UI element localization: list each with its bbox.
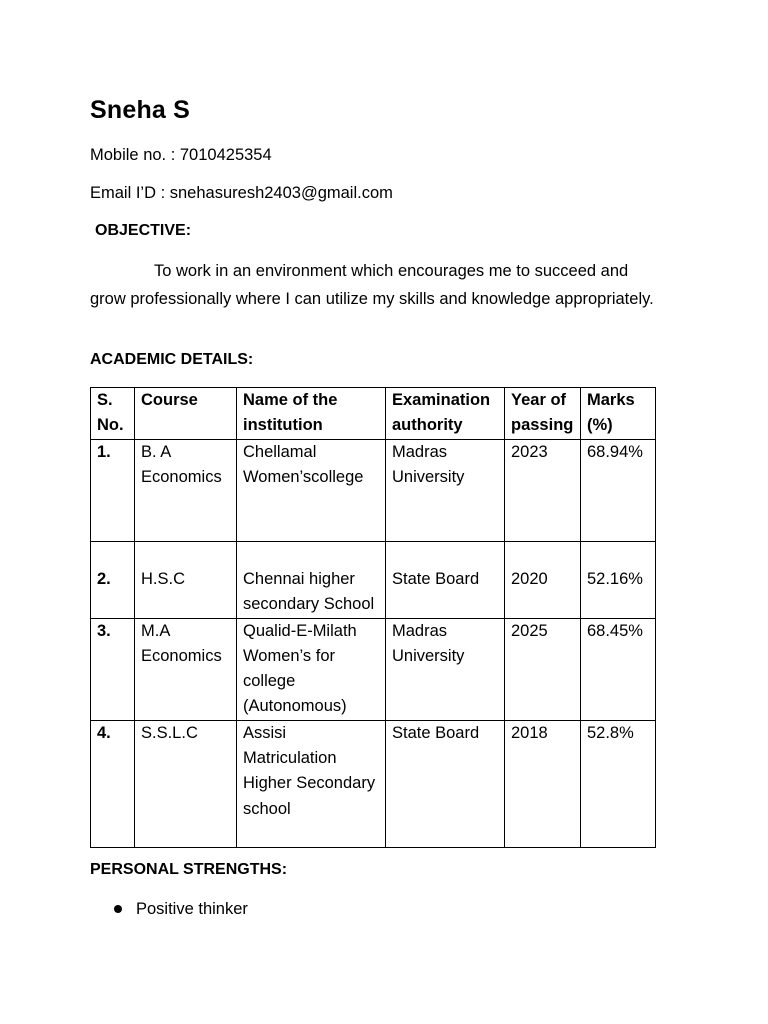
- objective-heading: OBJECTIVE:: [95, 222, 192, 239]
- cell-year: 2018: [505, 720, 581, 847]
- header-sno: S. No.: [91, 388, 135, 440]
- list-item: [90, 897, 248, 921]
- cell-course-text: H.S.C: [141, 569, 186, 588]
- cell-marks: [581, 541, 656, 618]
- header-course: Course: [135, 388, 237, 440]
- cell-institution: Qualid-E-Milath Women’s for college (Autonomous): [237, 618, 386, 720]
- cell-course: M.A Economics: [135, 618, 237, 720]
- cell-authority-text: State Board: [392, 569, 480, 588]
- cell-year: 2025: [505, 618, 581, 720]
- cell-sno: 1.: [91, 439, 135, 541]
- header-year: Year of passing: [505, 388, 581, 440]
- cell-sno: 4.: [91, 720, 135, 847]
- email-address: Email I’D : snehasuresh2403@gmail.com: [90, 184, 393, 202]
- table-row: [91, 439, 656, 541]
- academic-details-table: [90, 387, 656, 848]
- cell-marks: 68.45%: [581, 618, 656, 720]
- cell-year: 2023: [505, 439, 581, 541]
- header-authority: Examination authority: [386, 388, 505, 440]
- cell-institution: [237, 541, 386, 618]
- strength-text: Positive thinker: [136, 900, 248, 918]
- cell-marks: 52.8%: [581, 720, 656, 847]
- cell-course: S.S.L.C: [135, 720, 237, 847]
- cell-sno: [91, 541, 135, 618]
- mobile-number: Mobile no. : 7010425354: [90, 146, 272, 164]
- cell-institution: Chellamal Women’scollege: [237, 439, 386, 541]
- table-row: [91, 618, 656, 720]
- cell-course: B. A Economics: [135, 439, 237, 541]
- cell-year: [505, 541, 581, 618]
- bullet-icon: [114, 905, 122, 913]
- objective-text: To work in an environment which encourages me to succeed and grow professionally where I can utilize my skills and knowledge appropriately.: [90, 262, 654, 308]
- table-header-row: [91, 388, 656, 440]
- table-row: [91, 541, 656, 618]
- cell-authority: Madras University: [386, 618, 505, 720]
- cell-year-text: 2020: [511, 569, 548, 588]
- cell-authority: State Board: [386, 720, 505, 847]
- cell-marks-text: 52.16%: [587, 569, 643, 588]
- cell-authority: [386, 541, 505, 618]
- cell-authority: Madras University: [386, 439, 505, 541]
- cell-marks: 68.94%: [581, 439, 656, 541]
- candidate-name: Sneha S: [90, 96, 191, 124]
- cell-sno: 3.: [91, 618, 135, 720]
- cell-institution: Assisi Matriculation Higher Secondary school: [237, 720, 386, 847]
- header-marks: Marks (%): [581, 388, 656, 440]
- strengths-list: [90, 897, 248, 921]
- cell-institution-text: Chennai higher secondary School: [243, 569, 375, 613]
- header-institution: Name of the institution: [237, 388, 386, 440]
- academic-details-heading: ACADEMIC DETAILS:: [90, 351, 254, 368]
- cell-course: [135, 541, 237, 618]
- cell-sno-text: 2.: [97, 569, 111, 588]
- table-row: [91, 720, 656, 847]
- personal-strengths-heading: PERSONAL STRENGTHS:: [90, 861, 288, 878]
